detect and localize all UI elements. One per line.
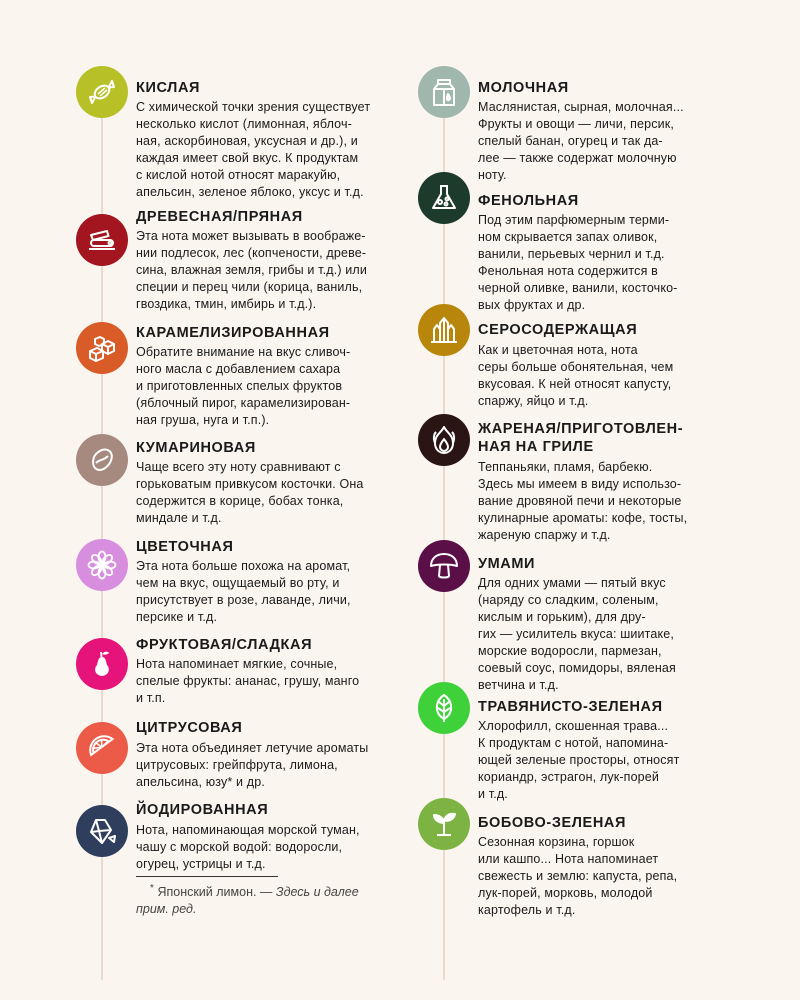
note-description: Эта нота больше похожа на аромат, чем на вкус, ощущаемый во рту, и присутствует в розе, лаванде, личи, персике и т.д. (136, 559, 351, 624)
note-description: Нота, напоминающая морской туман, чашу с морской водой: водоросли, огурец, устрицы и т.д. (136, 823, 360, 871)
note-title: СЕРОСОДЕРЖАЩАЯ (478, 322, 638, 338)
citrus-slice-icon (76, 722, 128, 774)
note-title: КУМАРИНОВАЯ (136, 440, 256, 456)
sugar-cubes-icon (76, 322, 128, 374)
note-description: Для одних умами — пятый вкус (наряду со сладким, соленым, кислым и горьким), для дру- гих — усилитель вкуса: шиитаке, морские водоросли, пармезан, соевый соус, помидоры, вяленая ветчина и т.д. (478, 576, 676, 692)
note-title: УМАМИ (478, 556, 536, 572)
note-description: Эта нота объединяет летучие ароматы цитрусовых: грейпфрута, лимона, апельсина, юзу* и др. (136, 741, 369, 789)
flame-icon (418, 414, 470, 466)
note-description: Эта нота может вызывать в воображе- нии подлесок, лес (копчености, древе- сина, влажная земля, грибы и т.д.) или специи и перец чили (корица, ваниль, гвоздика, тмин, имбирь и т.д.). (136, 229, 367, 311)
note-title: БОБОВО-ЗЕЛЕНАЯ (478, 815, 626, 831)
footnote-text: Японский лимон. — (153, 885, 276, 900)
note-description: Сезонная корзина, горшок или кашпо... Нота напоминает свежесть и землю: капуста, репа, лук-порей, морковь, молодой картофель и т.д. (478, 835, 678, 917)
flower-icon (76, 539, 128, 591)
sprout-icon (418, 798, 470, 850)
note-description: Маслянистая, сырная, молочная... Фрукты и овощи — личи, персик, спелый банан, огурец и так да- лее — также содержат молочную ноту. (478, 100, 684, 182)
note-title: КИСЛАЯ (136, 80, 201, 96)
note-title: ФРУКТОВАЯ/СЛАДКАЯ (136, 637, 313, 653)
note-description: Как и цветочная нота, нота серы больше обонятельная, чем вкусовая. К ней относят капусту, спаржу, яйцо и т.д. (478, 343, 674, 408)
note-description: Чаще всего эту ноту сравнивают с горьковатым привкусом косточки. Она содержится в корице, бобах тонка, миндале и т.д. (136, 460, 364, 525)
note-title: ЙОДИРОВАННАЯ (136, 802, 269, 818)
milk-carton-icon (418, 66, 470, 118)
note-title: ФЕНОЛЬНАЯ (478, 193, 579, 209)
flask-icon (418, 172, 470, 224)
crystal-icon (76, 805, 128, 857)
note-title: ЦВЕТОЧНАЯ (136, 539, 234, 555)
note-description: Нота напоминает мягкие, сочные, спелые фрукты: ананас, грушу, манго и т.п. (136, 657, 360, 705)
crystals-icon (418, 304, 470, 356)
footnote-italic: Здесь и далее (275, 885, 359, 900)
note-description: Хлорофилл, скошенная трава... К продуктам с нотой, напомина- ющей зеленые просторы, относят кориандр, эстрагон, лук-порей и т.д. (478, 719, 680, 801)
note-description: Теппаньяки, пламя, барбекю. Здесь мы имеем в виду использо- вание дровяной печи и некоторые кулинарные ароматы: кофе, тосты, жареную спаржу и т.д. (478, 460, 688, 542)
note-description: Обратите внимание на вкус сливоч- ного масла с добавлением сахара и приготовленных спелых фруктов (яблочный пирог, карамелизирован- ная груша, нуга и т.п.). (136, 345, 351, 427)
note-description: С химической точки зрения существует несколько кислот (лимонная, яблоч- ная, аскорбиновая, уксусная и др.), и каждая имеет свой вкус. К продуктам с кислой нотой относят маракуйю, апельсин, зеленое яблоко, уксус и т.д. (136, 100, 371, 199)
note-title: КАРАМЕЛИЗИРОВАННАЯ (136, 325, 330, 341)
mushroom-icon (418, 540, 470, 592)
note-description: Под этим парфюмерным терми- ном скрывается запах оливок, ванили, перьевых чернил и т.д. Фенольная нота содержится в черной оливке, ванили, косточко- вых фруктах и др. (478, 213, 678, 312)
note-title: ЖАРЕНАЯ/ПРИГОТОВЛЕН- НАЯ НА ГРИЛЕ (478, 421, 684, 455)
footnote-divider (136, 876, 278, 877)
logs-icon (76, 214, 128, 266)
leaf-icon (418, 682, 470, 734)
note-title: ДРЕВЕСНАЯ/ПРЯНАЯ (136, 209, 303, 225)
note-title: ЦИТРУСОВАЯ (136, 720, 243, 736)
pear-icon (76, 638, 128, 690)
bean-icon (76, 434, 128, 486)
footnote-marker: * (149, 883, 154, 894)
candy-icon (76, 66, 128, 118)
footnote-italic-2: прим. ред. (136, 902, 197, 917)
note-title: ТРАВЯНИСТО-ЗЕЛЕНАЯ (478, 699, 663, 715)
note-title: МОЛОЧНАЯ (478, 80, 569, 96)
footnote (136, 880, 359, 918)
